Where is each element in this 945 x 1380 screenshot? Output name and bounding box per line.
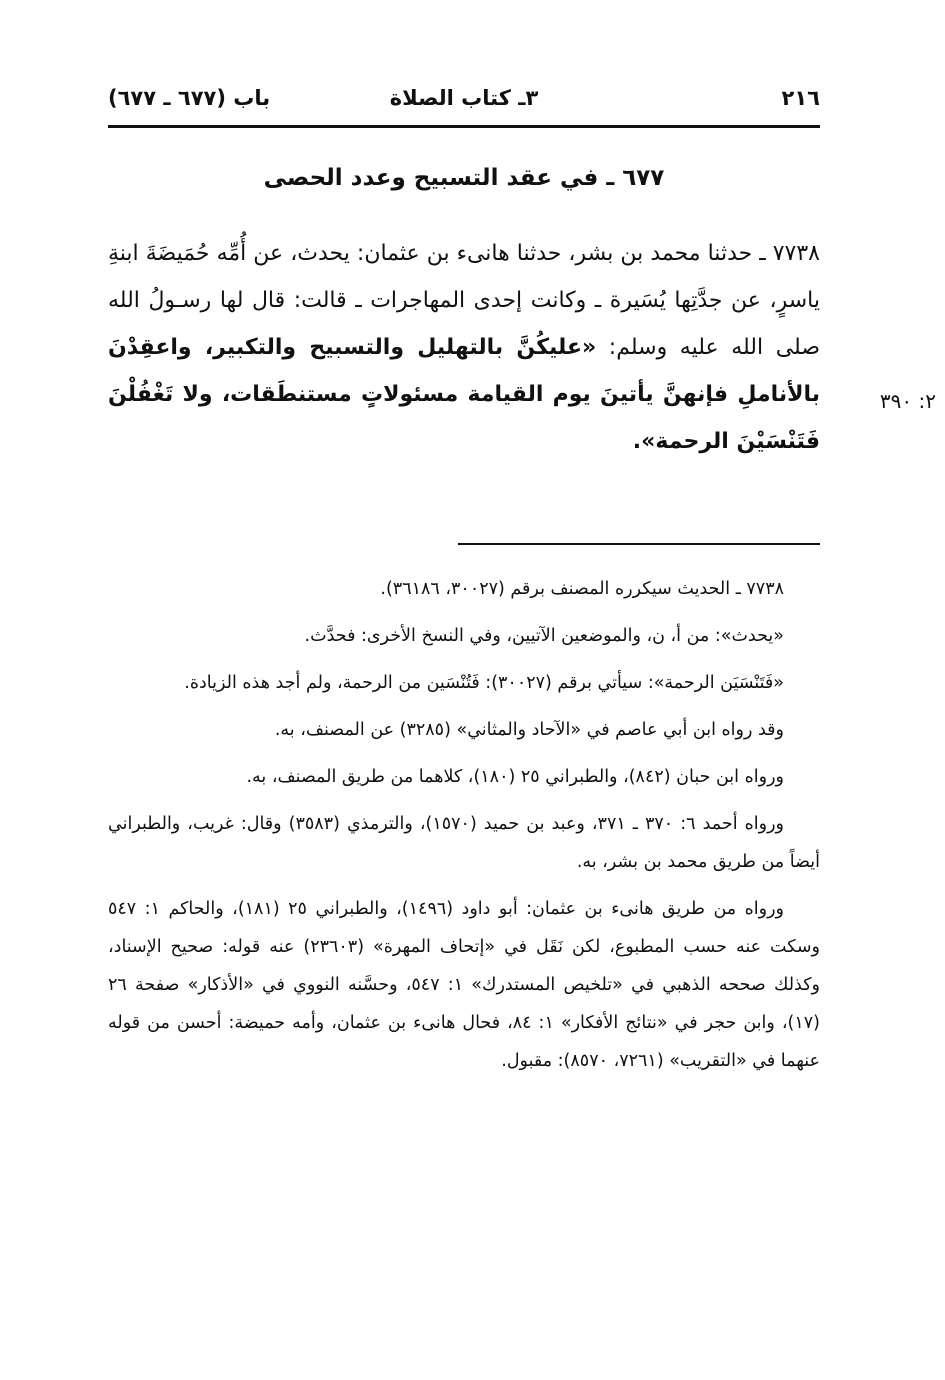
running-header bbox=[108, 82, 820, 122]
hadith-matn: «عليكُنَّ بالتهليل والتسبيح والتكبير، واعقِدْنَ بالأناملِ فإنهنَّ يأتينَ يوم القيامة مسئولاتٍ مستنطَقات، ولا تَغْفُلْنَ فَتَنْسَيْنَ الرحمة». bbox=[108, 335, 820, 454]
footnote-paragraph: «يحدث»: من أ، ن، والموضعين الآتيين، وفي النسخ الأخرى: فحدَّث. bbox=[304, 626, 784, 646]
footnote-paragraph: ورواه من طريق هانىء بن عثمان: أبو داود (١٤٩٦)، والطبراني ٢٥ (١٨١)، والحاكم ١: ٥٤٧ وسكت عنه حسب المطبوع، لكن نَقَل في «إتحاف المهرة» (٢٣٦٠٣) عنه قوله: صحيح الإسناد، وكذلك صححه الذهبي في «تلخيص المستدرك» ١: ٥٤٧، وحسَّنه النووي في «الأذكار» صفحة ٢٦ (١٧)، وابن حجر في «نتائج الأفكار» ١: ٨٤، فحال هانىء بن عثمان، وأمه حميضة: أحسن من قوله عنهما في «التقريب» (٧٢٦١، ٨٥٧٠): مقبول. bbox=[108, 899, 820, 1071]
chapter-range: باب (٦٧٧ ـ ٦٧٧) bbox=[108, 86, 271, 110]
chapter-heading: ٦٧٧ ـ في عقد التسبيح وعدد الحصى bbox=[263, 165, 665, 191]
footnote-paragraph: «فَتَنْسَيَن الرحمة»: سيأتي برقم (٣٠٠٢٧): فَتُنْسَين من الرحمة، ولم أجد هذه الزيادة. bbox=[184, 673, 784, 693]
margin-reference: ٢: ٣٩٠ bbox=[879, 389, 936, 413]
footnote-paragraph: ورواه ابن حبان (٨٤٢)، والطبراني ٢٥ (١٨٠)، كلاهما من طريق المصنف، به. bbox=[246, 767, 784, 787]
footnote-separator bbox=[458, 543, 820, 545]
header-rule bbox=[108, 125, 820, 128]
book-title: ٣ـ كتاب الصلاة bbox=[389, 86, 539, 110]
page-number: ٢١٦ bbox=[781, 86, 820, 110]
footnote-paragraph: ورواه أحمد ٦: ٣٧٠ ـ ٣٧١، وعبد بن حميد (١٥٧٠)، والترمذي (٣٥٨٣) وقال: غريب، والطبراني أيضاً من طريق محمد بن بشر، به. bbox=[108, 814, 820, 872]
hadith-text bbox=[108, 230, 820, 465]
footnote-paragraph: ٧٧٣٨ ـ الحديث سيكرره المصنف برقم (٣٠٠٢٧، ٣٦١٨٦). bbox=[380, 579, 784, 599]
footnote-paragraph: وقد رواه ابن أبي عاصم في «الآحاد والمثاني» (٣٢٨٥) عن المصنف، به. bbox=[274, 720, 784, 740]
hadith-chain: ٧٧٣٨ ـ حدثنا محمد بن بشر، حدثنا هانىء بن عثمان: يحدث، عن أُمِّه حُمَيضَةَ ابنةِ ياسرٍ، عن جدَّتِها يُسَيرة ـ وكانت إحدى المهاجرات ـ قالت: قال لها رسـولُ الله صلى الله عليه وسلم: bbox=[108, 241, 821, 360]
footnotes bbox=[108, 570, 820, 1089]
